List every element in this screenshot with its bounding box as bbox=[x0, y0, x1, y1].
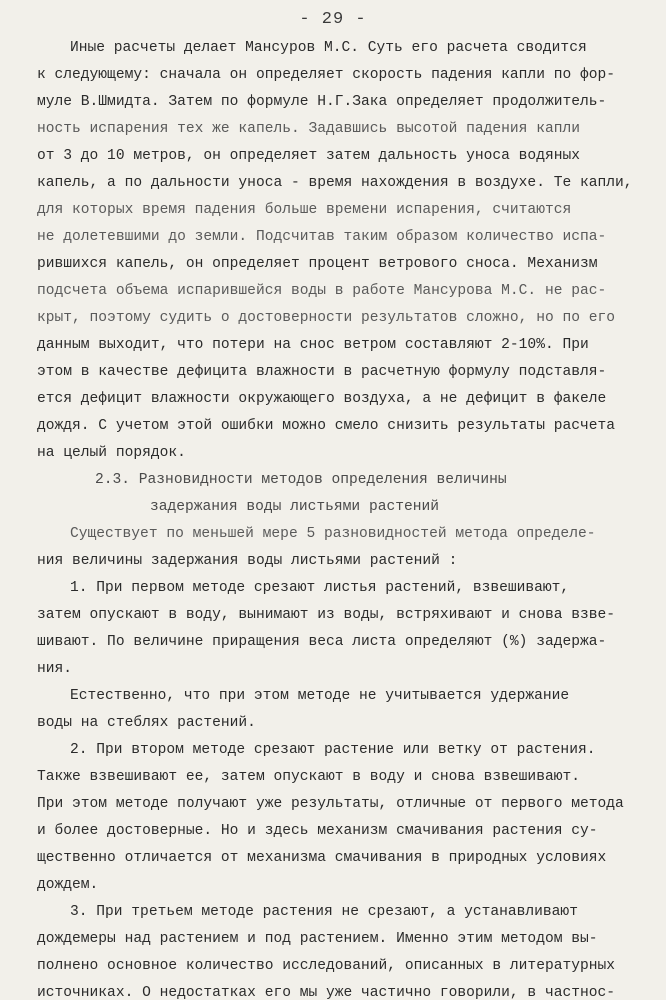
text-line: Также взвешивают ее, затем опускают в воду и снова взвешивают. bbox=[37, 769, 580, 785]
text-line: дождем. bbox=[37, 877, 99, 893]
text-line: воды на стеблях растений. bbox=[37, 715, 256, 731]
text-line: рившихся капель, он определяет процент ветрового сноса. Механизм bbox=[37, 256, 598, 272]
page-number: - 29 - bbox=[299, 10, 367, 29]
text-line: муле В.Шмидта. Затем по формуле Н.Г.Зака определяет продолжитель- bbox=[37, 94, 607, 110]
text-line: щественно отличается от механизма смачивания в природных условиях bbox=[37, 850, 607, 866]
text-line: для которых время падения больше времени испарения, считаются bbox=[37, 202, 572, 218]
text-line: дождемеры над растением и под растением. Именно этим методом вы- bbox=[37, 931, 598, 947]
text-line: ния величины задержания воды листьями растений : bbox=[37, 553, 458, 569]
text-line: затем опускают в воду, вынимают из воды, встряхивают и снова взве- bbox=[37, 607, 616, 623]
text-line: 2. При втором методе срезают растение или ветку от растения. bbox=[70, 742, 596, 758]
text-line: шивают. По величине приращения веса листа определяют (%) задержа- bbox=[37, 634, 607, 650]
text-line: ется дефицит влажности окружающего воздуха, а не дефицит в факеле bbox=[37, 391, 607, 407]
text-line: ния. bbox=[37, 661, 73, 677]
text-line: этом в качестве дефицита влажности в расчетную формулу подставля- bbox=[37, 364, 607, 380]
text-line: Существует по меньшей мере 5 разновидностей метода определе- bbox=[70, 526, 596, 542]
text-line: подсчета объема испарившейся воды в работе Мансурова М.С. не рас- bbox=[37, 283, 607, 299]
section-heading: задержания воды листьями растений bbox=[150, 499, 440, 515]
text-line: от 3 до 10 метров, он определяет затем дальность уноса водяных bbox=[37, 148, 580, 164]
text-line: к следующему: сначала он определяет скорость падения капли по фор- bbox=[37, 67, 616, 83]
section-heading: 2.3. Разновидности методов определения величины bbox=[95, 472, 507, 488]
text-line: Иные расчеты делает Мансуров М.С. Суть его расчета сводится bbox=[70, 40, 587, 56]
text-line: При этом методе получают уже результаты, отличные от первого метода bbox=[37, 796, 624, 812]
text-line: ность испарения тех же капель. Задавшись высотой падения капли bbox=[37, 121, 580, 137]
text-line: полнено основное количество исследований, описанных в литературных bbox=[37, 958, 616, 974]
text-line: на целый порядок. bbox=[37, 445, 186, 461]
text-line: крыт, поэтому судить о достоверности результатов сложно, но по его bbox=[37, 310, 616, 326]
text-line: не долетевшими до земли. Подсчитав таким образом количество испа- bbox=[37, 229, 607, 245]
text-line: 1. При первом методе срезают листья растений, взвешивают, bbox=[70, 580, 570, 596]
text-line: 3. При третьем методе растения не срезают, а устанавливают bbox=[70, 904, 578, 920]
text-line: и более достоверные. Но и здесь механизм смачивания растения су- bbox=[37, 823, 598, 839]
text-line: данным выходит, что потери на снос ветром составляют 2-10%. При bbox=[37, 337, 589, 353]
text-line: капель, а по дальности уноса - время нахождения в воздухе. Те капли, bbox=[37, 175, 633, 191]
text-line: источниках. О недостатках его мы уже частично говорили, в частнос- bbox=[37, 985, 616, 1000]
text-line: Естественно, что при этом методе не учитывается удержание bbox=[70, 688, 570, 704]
text-line: дождя. С учетом этой ошибки можно смело снизить результаты расчета bbox=[37, 418, 616, 434]
